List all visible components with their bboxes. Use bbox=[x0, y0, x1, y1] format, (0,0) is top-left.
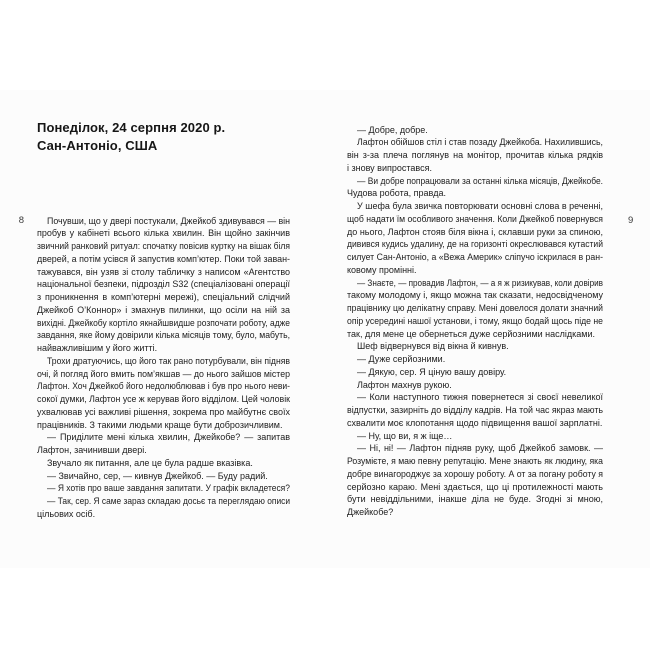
text-line bbox=[347, 417, 603, 430]
text-line bbox=[37, 240, 290, 253]
text-line bbox=[37, 431, 290, 444]
text-line-content: — Звичайно, сер, — кивнув Джейкоб. — Буду радий. bbox=[47, 470, 268, 481]
text-line bbox=[347, 379, 603, 392]
text-line-content: дивився кудись удалину, де на горизонті окреслювався кутастий bbox=[347, 239, 603, 250]
text-line-content: звичний ранковий ритуал: спочатку повісив куртку на вішак біля bbox=[37, 241, 290, 251]
text-line bbox=[347, 468, 603, 481]
text-line-content: — Коли наступного тижня повернетеся зі своєї невеликої bbox=[357, 392, 603, 403]
text-line bbox=[37, 470, 290, 483]
text-line bbox=[347, 340, 603, 353]
chapter-header bbox=[37, 119, 225, 154]
text-line bbox=[347, 430, 603, 443]
text-line-content: У шефа була звичка повторювати основні слова в реченні, bbox=[357, 201, 603, 211]
text-line bbox=[347, 353, 603, 366]
text-line-content: — Ні, ні! — Лафтон підняв руку, щоб Джейкоб замовк. — bbox=[357, 443, 603, 454]
text-line-content: — Дуже серйозними. bbox=[357, 354, 446, 364]
chapter-location-heading: Сан-Антоніо, США bbox=[37, 137, 158, 153]
text-line-content: добре винагороджує за хорошу роботу. А от за погану роботу я bbox=[347, 468, 603, 479]
text-line bbox=[37, 291, 290, 304]
text-line bbox=[347, 315, 603, 328]
text-line-content: національної безпеки, підрозділ S32 (спеціалізовані операції bbox=[37, 279, 290, 290]
text-line bbox=[37, 444, 290, 457]
text-line-content: відпустки, зазирніть до відділу кадрів. На той час якраз мають bbox=[347, 405, 603, 415]
text-line-content: Трохи дратуючись, що його так рано потурбували, він підняв bbox=[47, 355, 290, 366]
text-line bbox=[37, 253, 290, 266]
text-line bbox=[37, 380, 290, 393]
text-line-content: сокої думки, Лафтон усе ж керував його відділом. Цей чоловік bbox=[37, 394, 290, 404]
text-line bbox=[347, 187, 603, 200]
text-line bbox=[347, 506, 603, 519]
text-line-content: Джейкоб О’Коннор» і змахнув пилинки, що осіли на ній за bbox=[37, 304, 290, 315]
text-line bbox=[37, 457, 290, 470]
text-line-content: і знову випростався. bbox=[347, 162, 432, 173]
text-line bbox=[37, 227, 290, 240]
text-line-content: завдання, яке йому довірили кілька місяців тому, було, мабуть, bbox=[37, 330, 290, 341]
text-line-content: працівників. З такими людьми краще бути доброзичливим. bbox=[37, 419, 283, 430]
text-line-content: — Я хотів про ваше завдання запитати. У графік вкладетеся? bbox=[47, 483, 290, 494]
text-line bbox=[37, 278, 290, 291]
text-line bbox=[347, 251, 603, 264]
text-line bbox=[347, 136, 603, 149]
text-line-content: схвалити моє клопотання щодо підвищення вашої зарплатні. bbox=[347, 417, 603, 428]
text-line bbox=[347, 264, 603, 277]
text-line-content: Джейкобе? bbox=[347, 507, 394, 517]
chapter-date-heading: Понеділок, 24 серпня 2020 р. bbox=[37, 120, 226, 135]
text-line bbox=[347, 481, 603, 494]
text-line-content: з проникнення в комп’ютерні мережі), спеціальний слідчий bbox=[37, 292, 290, 302]
text-line-content: вихідні. Джейкобу кортіло якнайшвидше розпочати роботу, адже bbox=[37, 317, 290, 328]
text-line-content: силует Сан-Антоніо, а «Вежа Америк» сліпучо іскрилася в ран- bbox=[347, 252, 603, 262]
text-line bbox=[37, 355, 290, 368]
text-line-content: до нього, Лафтон стояв біля вікна і, склавши руки за спиною, bbox=[347, 226, 603, 237]
text-line bbox=[347, 404, 603, 417]
text-line-content: він з-за плеча поглянув на монітор, прочитав кілька рядків bbox=[347, 150, 603, 160]
text-line bbox=[37, 304, 290, 317]
text-line bbox=[37, 393, 290, 406]
text-line bbox=[37, 406, 290, 419]
text-line-content: опір усередині нашої установи, і тому, якщо бодай щось піде не bbox=[347, 315, 603, 326]
text-line bbox=[37, 266, 290, 279]
left-page-text-column bbox=[37, 215, 290, 521]
text-line-content: цільових осіб. bbox=[37, 508, 96, 519]
text-line-content: працівнику цю делікатну справу. Мені довелося долати значний bbox=[347, 303, 603, 313]
text-line-content: — Приділите мені кілька хвилин, Джейкобе? — запитав bbox=[47, 432, 290, 443]
text-line-content: Лафтон. Хоч Джейкоб його недолюблював і був про нього неви- bbox=[37, 381, 290, 392]
text-line bbox=[347, 213, 603, 226]
text-line-content: найважливішим у його житті. bbox=[37, 343, 158, 353]
text-line bbox=[347, 149, 603, 162]
text-line bbox=[37, 482, 290, 495]
text-line bbox=[347, 277, 603, 290]
left-page-number: 8 bbox=[18, 214, 24, 226]
text-line bbox=[37, 342, 290, 355]
text-line bbox=[37, 368, 290, 381]
text-line bbox=[37, 215, 290, 228]
text-line-content: так, для мене це обернеться дуже серйозними наслідками. bbox=[347, 328, 595, 339]
text-line-content: Розумієте, я маю певну репутацію. Мене знають як людину, яка bbox=[347, 456, 603, 466]
text-line-content: Лафтон обійшов стіл і став позаду Джейкоба. Нахилившись, bbox=[357, 137, 603, 148]
text-line bbox=[347, 442, 603, 455]
right-page-text-column bbox=[347, 124, 603, 519]
text-line bbox=[347, 200, 603, 213]
text-line-content: — Добре, добре. bbox=[357, 124, 428, 135]
text-line bbox=[37, 419, 290, 432]
text-line-content: серйозно караю. Мені здається, що ці протилежності мають bbox=[347, 481, 603, 492]
text-line bbox=[347, 455, 603, 468]
text-line-content: щоб надати їм особливого значення. Коли Джейкоб повернувся bbox=[347, 213, 603, 224]
text-line-content: ухвалював усі важливі рішення, зокрема про майбутнє своїх bbox=[37, 406, 290, 417]
text-line bbox=[347, 175, 603, 188]
text-line bbox=[347, 124, 603, 137]
text-line bbox=[347, 162, 603, 175]
text-line-content: тажувався, він узяв зі столу табличку з написом «Агентство bbox=[37, 266, 290, 277]
text-line-content: — Знаєте, — провадив Лафтон, — а я ж ризикував, коли довірив bbox=[357, 277, 603, 288]
text-line-content: — Так, сер. Я саме зараз складаю досьє та переглядаю описи bbox=[47, 496, 290, 506]
text-line bbox=[347, 328, 603, 341]
text-line-content: Шеф відвернувся від вікна й кивнув. bbox=[357, 341, 509, 352]
right-page-number: 9 bbox=[628, 214, 634, 226]
text-line bbox=[347, 366, 603, 379]
text-line bbox=[347, 238, 603, 251]
text-line-content: Почувши, що у двері постукали, Джейкоб здивувався — він bbox=[47, 215, 290, 226]
text-line bbox=[347, 493, 603, 506]
text-line-content: — Ви добре попрацювали за останні кілька місяців, Джейкобе. bbox=[357, 175, 603, 186]
text-line-content: дверей, а потім усівся й запустив комп’ютер. Поки той заван- bbox=[37, 253, 290, 264]
text-line-content: ковому промінні. bbox=[347, 264, 417, 275]
text-line-content: пробув у кабінеті всього кілька хвилин. Він щойно закінчив bbox=[37, 228, 290, 239]
text-line bbox=[37, 508, 290, 521]
text-line-content: — Дякую, сер. Я ціную вашу довіру. bbox=[357, 366, 507, 377]
text-line bbox=[347, 289, 603, 302]
text-line-content: Лафтон махнув рукою. bbox=[357, 379, 452, 390]
text-line-content: Чудова робота, правда. bbox=[347, 188, 446, 199]
text-line bbox=[37, 329, 290, 342]
text-line bbox=[37, 495, 290, 508]
text-line bbox=[37, 317, 290, 330]
text-line bbox=[347, 226, 603, 239]
text-line bbox=[347, 391, 603, 404]
text-line-content: очі, й погляд його вмить пом’якшав — до нього зайшов містер bbox=[37, 368, 290, 379]
text-line-content: такому молодому і, якщо можна так сказати, недосвідченому bbox=[347, 290, 603, 301]
text-line-content: Звучало як питання, але це була радше вказівка. bbox=[47, 457, 253, 468]
text-line-content: — Ну, що ви, я ж іще… bbox=[357, 430, 453, 441]
text-line-content: бути невіддільними, інакше діла не буде. Згодні зі мною, bbox=[347, 494, 603, 505]
text-line-content: Лафтон, зачинивши двері. bbox=[37, 445, 147, 455]
text-line bbox=[347, 302, 603, 315]
